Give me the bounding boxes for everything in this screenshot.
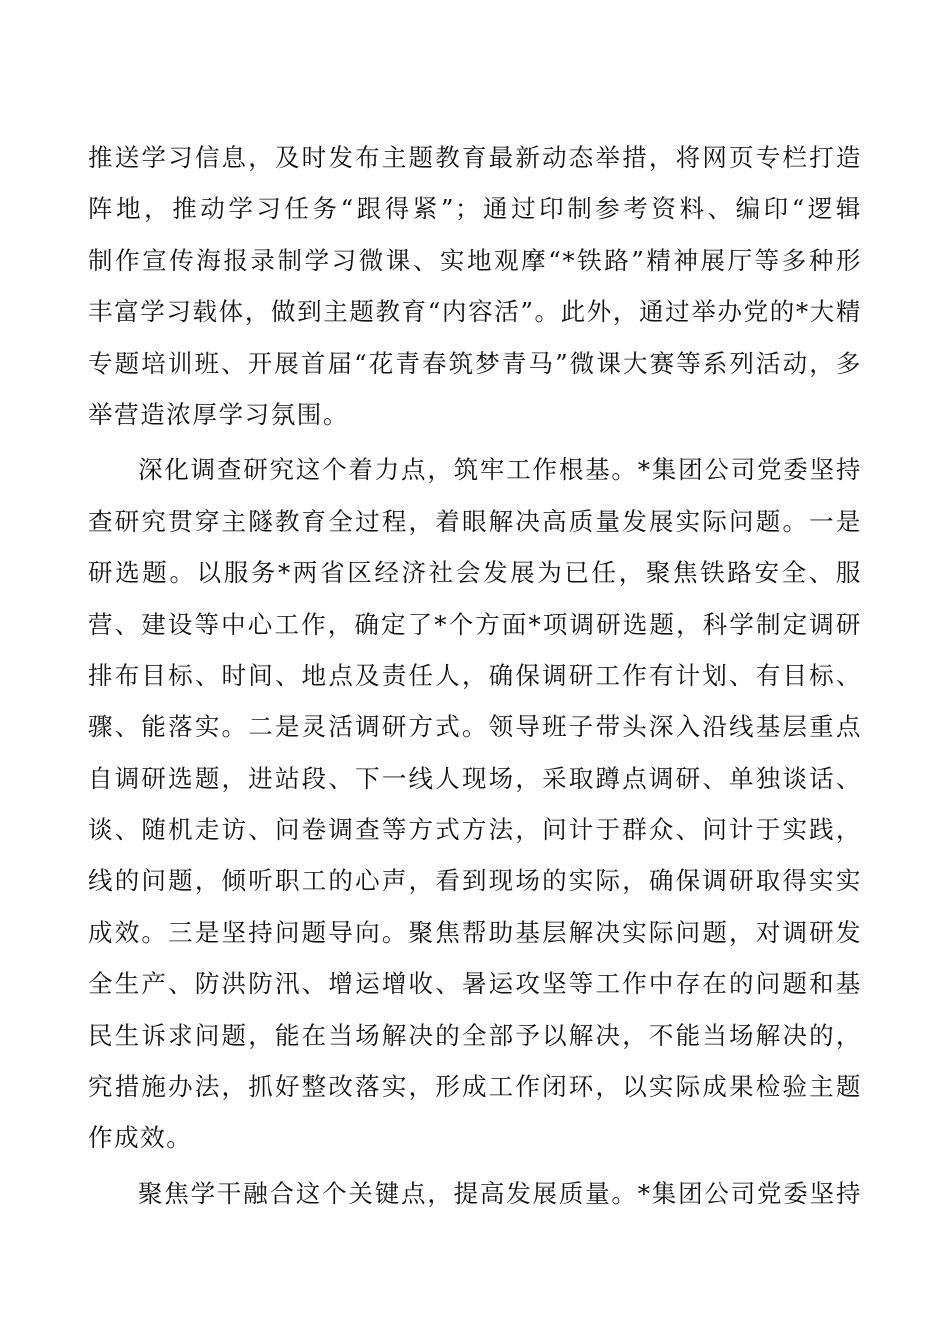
paragraph-line: 丰富学习载体，做到主题教育“内容活”。此外，通过举办党的*大精: [88, 297, 862, 327]
paragraph-line: 制作宣传海报录制学习微课、实地观摩“*铁路”精神展厅等多种形: [88, 245, 862, 275]
paragraph-line: 线的问题，倾听职工的心声，看到现场的实际，确保调研取得实实: [88, 866, 862, 896]
paragraph-line: 排布目标、时间、地点及责任人，确保调研工作有计划、有目标、: [88, 660, 862, 690]
paragraph-line: 专题培训班、开展首届“花青春筑梦青马”微课大赛等系列活动，多: [88, 348, 862, 378]
paragraph-1: [88, 132, 862, 440]
paragraph-line: 谈、随机走访、问卷调查等方式方法，问计于群众、问计于实践，: [88, 815, 862, 845]
paragraph-line: 民生诉求问题，能在当场解决的全部予以解决，不能当场解决的，: [88, 1020, 862, 1050]
paragraph-line: 全生产、防洪防汛、增运增收、暑运攻坚等工作中存在的问题和基: [88, 969, 862, 999]
paragraph-line: 自调研选题，进站段、下一线人现场，采取蹲点调研、单独谈话、: [88, 763, 862, 793]
paragraph-line: 营、建设等中心工作，确定了*个方面*项调研选题，科学制定调研: [88, 609, 862, 639]
paragraph-line: 聚焦学干融合这个关键点，提高发展质量。*集团公司党委坚持: [138, 1178, 862, 1208]
paragraph-line: 深化调查研究这个着力点，筑牢工作根基。*集团公司党委坚持: [138, 455, 862, 485]
paragraph-line: 成效。三是坚持问题导向。聚焦帮助基层解决实际问题，对调研发: [88, 917, 862, 947]
paragraph-line: 作成效。: [88, 1123, 193, 1153]
paragraph-line: 阵地，推动学习任务“跟得紧”；通过印制参考资料、编印“逻辑: [88, 194, 862, 224]
paragraph-line: 举营造浓厚学习氛围。: [88, 399, 349, 429]
paragraph-line: 查研究贯穿主隧教育全过程，着眼解决高质量发展实际问题。一是: [88, 506, 862, 536]
document-body: [88, 132, 862, 1219]
paragraph-line: 骤、能落实。二是灵活调研方式。领导班子带头深入沿线基层重点: [88, 712, 862, 742]
paragraph-line: 究措施办法，抓好整改落实，形成工作闭环，以实际成果检验主题: [88, 1072, 862, 1102]
paragraph-3: [88, 1168, 862, 1219]
paragraph-2: [88, 444, 862, 1163]
paragraph-line: 研选题。以服务*两省区经济社会发展为已任，聚焦铁路安全、服: [88, 558, 862, 588]
paragraph-line: 推送学习信息，及时发布主题教育最新动态举措，将网页专栏打造: [88, 143, 862, 172]
